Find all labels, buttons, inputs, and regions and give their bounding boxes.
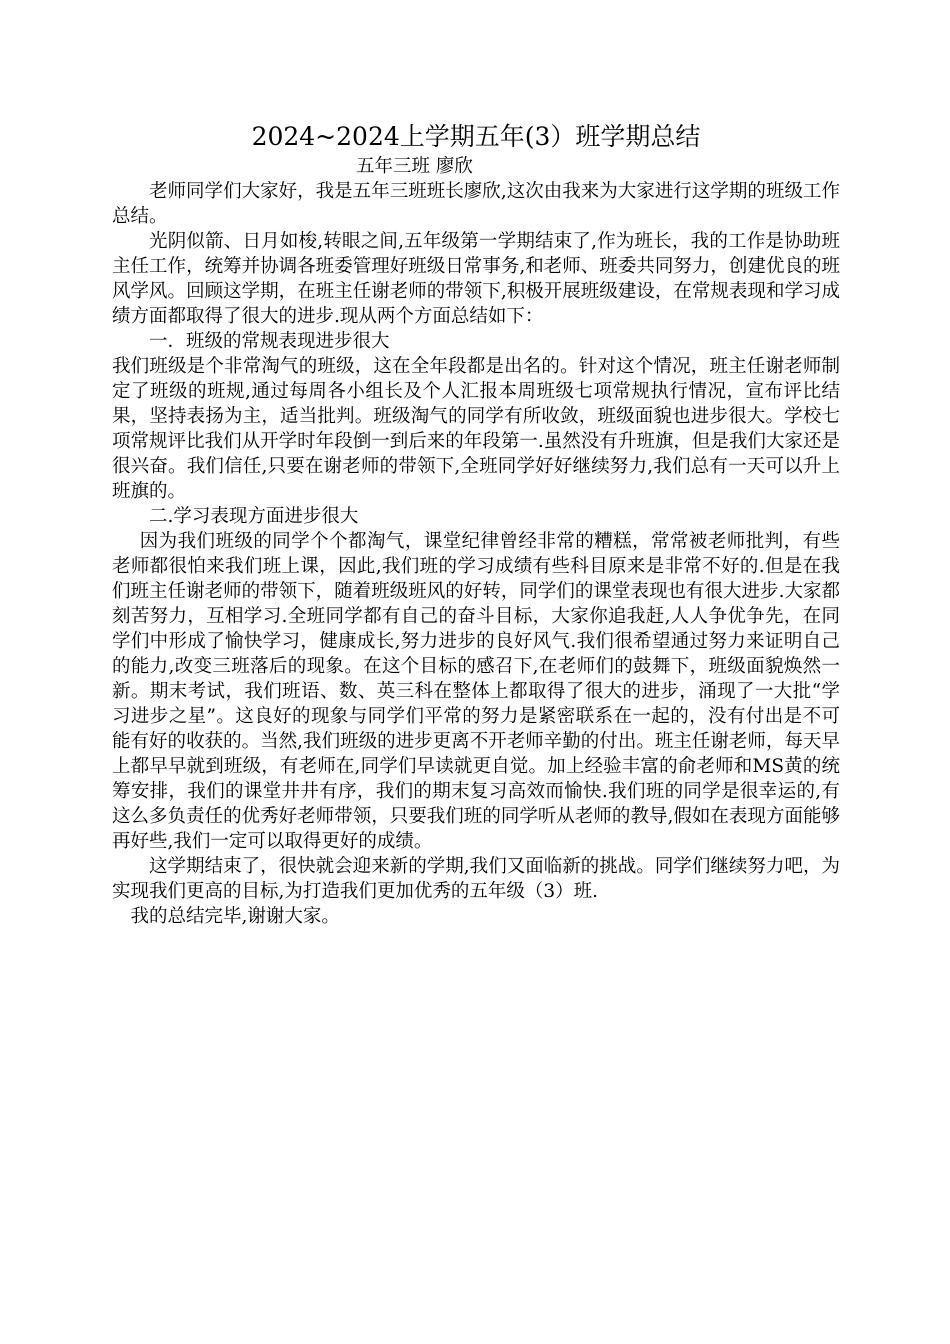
section-1-body: 我们班级是个非常淘气的班级，这在全年段都是出名的。针对这个情况，班主任谢老师制定了班级的班规,通过每周各小组长及个人汇报本周班级七项常规执行情况，宣布评比结果，坚持表扬为主，适当批判。班级淘气的同学有所收敛，班级面貌也进步很大。学校七项常规评比我们从开学时年段倒一到后来的年段第一.虽然没有升班旗，但是我们大家还是很兴奋。我们信任,只要在谢老师的带领下,全班同学好好继续努力,我们总有一天可以升上班旗的。 xyxy=(112,356,840,502)
closing-paragraph: 这学期结束了，很快就会迎来新的学期,我们又面临新的挑战。同学们继续努力吧，为实现我们更高的目标,为打造我们更加优秀的五年级（3）班. xyxy=(112,856,840,902)
section-2-heading: 二.学习表现方面进步很大 xyxy=(149,506,359,527)
intro-paragraph: 老师同学们大家好，我是五年三班班长廖欣,这次由我来为大家进行这学期的班级工作总结。 xyxy=(112,181,840,227)
author-line: 五年三班 廖欣 xyxy=(356,156,473,177)
section-2-body: 因为我们班级的同学个个都淘气，课堂纪律曾经非常的糟糕，常常被老师批判，有些老师都很怕来我们班上课，因此,我们班的学习成绩有些科目原来是非常不好的.但是在我们班主任谢老师的带领下，随着班级班风的好转，同学们的课堂表现也有很大进步.大家都刻苦努力，互相学习.全班同学都有自己的奋斗目标，大家你追我赶,人人争优争先，在同学们中形成了愉快学习，健康成长,努力进步的良好风气.我们很希望通过努力来证明自己的能力,改变三班落后的现象。在这个目标的感召下,在老师们的鼓舞下，班级面貌焕然一新。期末考试，我们班语、数、英三科在整体上都取得了很大的进步，涌现了一大批“学习进步之星”。这良好的现象与同学们平常的努力是紧密联系在一起的，没有付出是不可能有好的收获的。当然,我们班级的进步更离不开老师辛勤的付出。班主任谢老师，每天早上都早早就到班级，有老师在,同学们早读就更自觉。加上经验丰富的俞老师和MS黄的统筹安排，我们的课堂井井有序，我们的期末复习高效而愉快.我们班的同学是很幸运的,有这么多负责任的优秀好老师带领，只要我们班的同学听从老师的教导,假如在表现方面能够再好些,我们一定可以取得更好的成绩。 xyxy=(112,531,840,852)
final-line: 我的总结完毕,谢谢大家。 xyxy=(130,906,340,927)
overview-paragraph: 光阴似箭、日月如梭,转眼之间,五年级第一学期结束了,作为班长，我的工作是协助班主任工作，统筹并协调各班委管理好班级日常事务,和老师、班委共同努力，创建优良的班风学风。回顾这学期，在班主任谢老师的带领下,积极开展班级建设，在常规表现和学习成绩方面都取得了很大的进步.现从两个方面总结如下： xyxy=(112,231,840,327)
section-1-heading: 一．班级的常规表现进步很大 xyxy=(149,331,390,352)
document-title: 2024~2024上学期五年(3）班学期总结 xyxy=(251,122,701,151)
document-body xyxy=(112,120,840,929)
